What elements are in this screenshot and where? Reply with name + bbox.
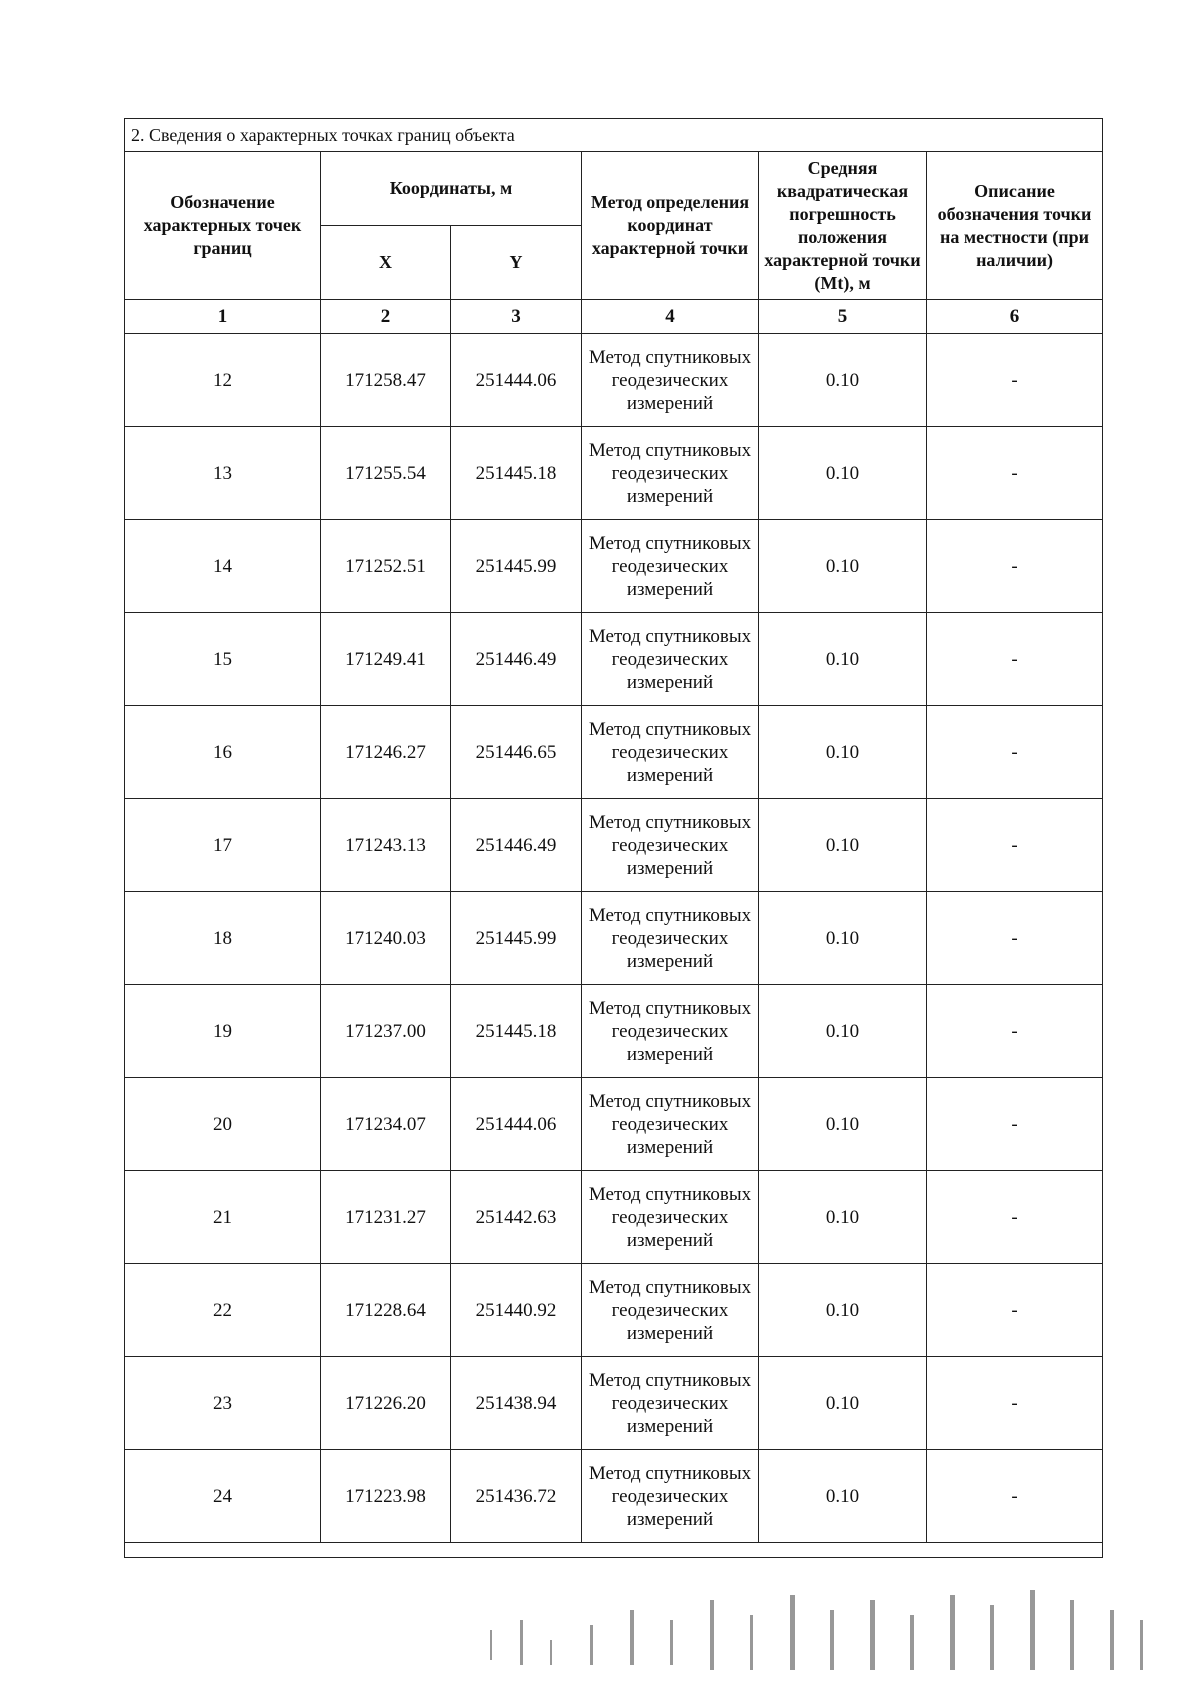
accuracy-cell: 0.10 bbox=[759, 1450, 927, 1543]
table-row bbox=[125, 334, 1103, 427]
coordinate-x: 171243.13 bbox=[321, 799, 451, 892]
method-cell: Метод спутниковых геодезических измерений bbox=[582, 520, 759, 613]
point-number: 20 bbox=[125, 1078, 321, 1171]
table-row bbox=[125, 520, 1103, 613]
method-cell: Метод спутниковых геодезических измерений bbox=[582, 1264, 759, 1357]
description-cell: - bbox=[927, 985, 1103, 1078]
column-number: 3 bbox=[451, 300, 582, 334]
table-row bbox=[125, 1450, 1103, 1543]
coordinate-y: 251446.49 bbox=[451, 799, 582, 892]
header-coordinates: Координаты, м bbox=[321, 152, 582, 226]
coordinate-x: 171246.27 bbox=[321, 706, 451, 799]
point-number: 24 bbox=[125, 1450, 321, 1543]
point-number: 16 bbox=[125, 706, 321, 799]
coordinate-y: 251436.72 bbox=[451, 1450, 582, 1543]
point-number: 19 bbox=[125, 985, 321, 1078]
point-number: 23 bbox=[125, 1357, 321, 1450]
accuracy-cell: 0.10 bbox=[759, 1357, 927, 1450]
header-y: Y bbox=[451, 226, 582, 300]
description-cell: - bbox=[927, 1357, 1103, 1450]
description-cell: - bbox=[927, 334, 1103, 427]
coordinate-y: 251445.18 bbox=[451, 985, 582, 1078]
table-row bbox=[125, 799, 1103, 892]
table-row bbox=[125, 892, 1103, 985]
description-cell: - bbox=[927, 892, 1103, 985]
header-method: Метод определения координат характерной точки bbox=[582, 152, 759, 300]
table-row bbox=[125, 1171, 1103, 1264]
coordinate-y: 251445.99 bbox=[451, 520, 582, 613]
table-row bbox=[125, 1078, 1103, 1171]
description-cell: - bbox=[927, 427, 1103, 520]
scan-speckle bbox=[490, 1590, 1143, 1670]
method-cell: Метод спутниковых геодезических измерений bbox=[582, 892, 759, 985]
coordinate-x: 171255.54 bbox=[321, 427, 451, 520]
column-numbers-row bbox=[125, 300, 1103, 334]
coordinate-y: 251444.06 bbox=[451, 1078, 582, 1171]
point-number: 12 bbox=[125, 334, 321, 427]
section-title: 2. Сведения о характерных точках границ объекта bbox=[125, 119, 1103, 152]
point-number: 18 bbox=[125, 892, 321, 985]
coordinate-x: 171252.51 bbox=[321, 520, 451, 613]
method-cell: Метод спутниковых геодезических измерений bbox=[582, 985, 759, 1078]
method-cell: Метод спутниковых геодезических измерений bbox=[582, 334, 759, 427]
description-cell: - bbox=[927, 613, 1103, 706]
coordinate-x: 171240.03 bbox=[321, 892, 451, 985]
header-designation: Обозначение характерных точек границ bbox=[125, 152, 321, 300]
accuracy-cell: 0.10 bbox=[759, 1171, 927, 1264]
point-number: 22 bbox=[125, 1264, 321, 1357]
coordinate-x: 171226.20 bbox=[321, 1357, 451, 1450]
document-sheet bbox=[124, 118, 1102, 1558]
method-cell: Метод спутниковых геодезических измерений bbox=[582, 613, 759, 706]
description-cell: - bbox=[927, 1171, 1103, 1264]
coordinate-y: 251442.63 bbox=[451, 1171, 582, 1264]
table-row bbox=[125, 613, 1103, 706]
table-row bbox=[125, 427, 1103, 520]
point-number: 14 bbox=[125, 520, 321, 613]
coordinate-y: 251445.18 bbox=[451, 427, 582, 520]
coordinate-x: 171234.07 bbox=[321, 1078, 451, 1171]
coordinate-x: 171258.47 bbox=[321, 334, 451, 427]
coordinate-x: 171249.41 bbox=[321, 613, 451, 706]
coordinate-x: 171223.98 bbox=[321, 1450, 451, 1543]
column-number: 5 bbox=[759, 300, 927, 334]
table-row bbox=[125, 1357, 1103, 1450]
accuracy-cell: 0.10 bbox=[759, 1078, 927, 1171]
method-cell: Метод спутниковых геодезических измерений bbox=[582, 706, 759, 799]
description-cell: - bbox=[927, 520, 1103, 613]
coordinate-x: 171231.27 bbox=[321, 1171, 451, 1264]
table-trailer-cell bbox=[125, 1543, 1103, 1558]
coordinate-x: 171237.00 bbox=[321, 985, 451, 1078]
header-x: X bbox=[321, 226, 451, 300]
point-number: 13 bbox=[125, 427, 321, 520]
accuracy-cell: 0.10 bbox=[759, 334, 927, 427]
coordinate-y: 251440.92 bbox=[451, 1264, 582, 1357]
method-cell: Метод спутниковых геодезических измерений bbox=[582, 799, 759, 892]
coordinate-y: 251446.49 bbox=[451, 613, 582, 706]
accuracy-cell: 0.10 bbox=[759, 520, 927, 613]
description-cell: - bbox=[927, 706, 1103, 799]
scan-noise bbox=[480, 1590, 1160, 1680]
method-cell: Метод спутниковых геодезических измерений bbox=[582, 1171, 759, 1264]
accuracy-cell: 0.10 bbox=[759, 1264, 927, 1357]
method-cell: Метод спутниковых геодезических измерений bbox=[582, 1450, 759, 1543]
column-number: 2 bbox=[321, 300, 451, 334]
table-trailer-row bbox=[125, 1543, 1103, 1558]
coordinate-y: 251445.99 bbox=[451, 892, 582, 985]
description-cell: - bbox=[927, 799, 1103, 892]
coordinate-y: 251438.94 bbox=[451, 1357, 582, 1450]
accuracy-cell: 0.10 bbox=[759, 706, 927, 799]
method-cell: Метод спутниковых геодезических измерений bbox=[582, 427, 759, 520]
header-description: Описание обозначения точки на местности (при наличии) bbox=[927, 152, 1103, 300]
boundary-points-table bbox=[124, 118, 1103, 1558]
column-number: 6 bbox=[927, 300, 1103, 334]
description-cell: - bbox=[927, 1450, 1103, 1543]
accuracy-cell: 0.10 bbox=[759, 613, 927, 706]
point-number: 15 bbox=[125, 613, 321, 706]
column-number: 1 bbox=[125, 300, 321, 334]
coordinate-y: 251444.06 bbox=[451, 334, 582, 427]
coordinate-y: 251446.65 bbox=[451, 706, 582, 799]
method-cell: Метод спутниковых геодезических измерений bbox=[582, 1078, 759, 1171]
column-number: 4 bbox=[582, 300, 759, 334]
accuracy-cell: 0.10 bbox=[759, 427, 927, 520]
table-row bbox=[125, 706, 1103, 799]
method-cell: Метод спутниковых геодезических измерений bbox=[582, 1357, 759, 1450]
point-number: 21 bbox=[125, 1171, 321, 1264]
coordinate-x: 171228.64 bbox=[321, 1264, 451, 1357]
accuracy-cell: 0.10 bbox=[759, 892, 927, 985]
table-row bbox=[125, 1264, 1103, 1357]
header-accuracy: Средняя квадратическая погрешность положения характерной точки (Mt), м bbox=[759, 152, 927, 300]
point-number: 17 bbox=[125, 799, 321, 892]
description-cell: - bbox=[927, 1078, 1103, 1171]
accuracy-cell: 0.10 bbox=[759, 799, 927, 892]
accuracy-cell: 0.10 bbox=[759, 985, 927, 1078]
table-row bbox=[125, 985, 1103, 1078]
description-cell: - bbox=[927, 1264, 1103, 1357]
